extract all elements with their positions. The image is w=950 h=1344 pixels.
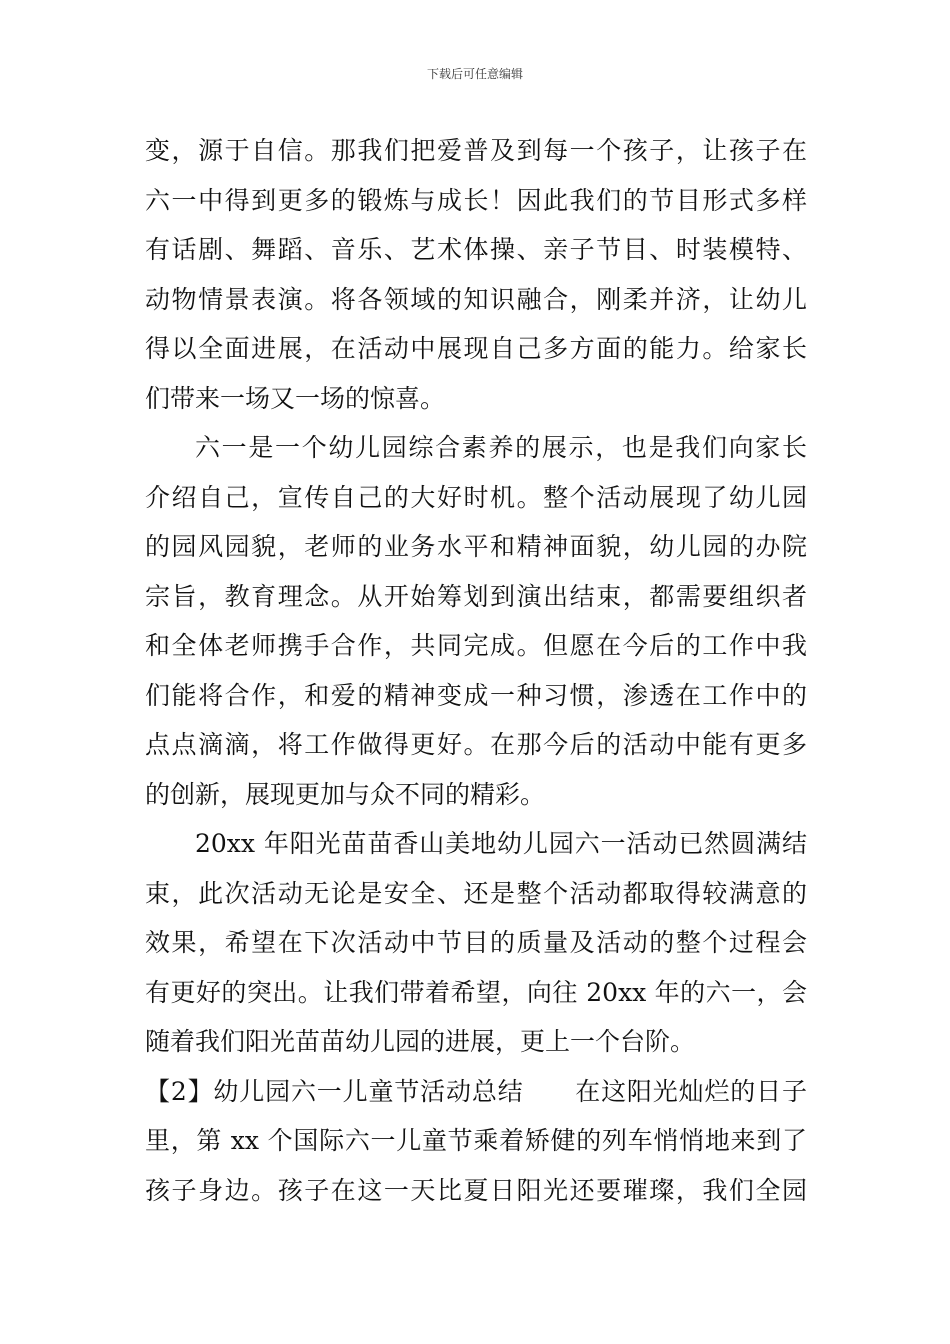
text-line: 介绍自己，宣传自己的大好时机。整个活动展现了幼儿园: [145, 482, 807, 512]
text-line: 效果，希望在下次活动中节目的质量及活动的整个过程会: [145, 928, 807, 957]
text-line: 们能将合作，和爱的精神变成一种习惯，渗透在工作中的: [145, 680, 807, 710]
text-line: 们带来一场又一场的惊喜。: [145, 383, 446, 413]
text-line: 宗旨，教育理念。从开始筹划到演出结束，都需要组织者: [145, 581, 807, 611]
text-line: 变，源于自信。那我们把爱普及到每一个孩子，让孩子在: [145, 136, 807, 165]
text-line: 孩子身边。孩子在这一天比夏日阳光还要璀璨，我们全园: [145, 1175, 807, 1205]
paragraph-first-line: 六一是一个幼儿园综合素养的展示，也是我们向家长: [195, 433, 807, 462]
page-header: 下载后可任意编辑: [426, 67, 523, 81]
text-line: 里，第 xx 个国际六一儿童节乘着矫健的列车悄悄地来到了: [145, 1126, 807, 1155]
section-heading-line: 【2】幼儿园六一儿童节活动总结 在这阳光灿烂的日子: [145, 1076, 807, 1106]
text-line: 动物情景表演。将各领域的知识融合，刚柔并济，让幼儿: [145, 284, 807, 314]
text-line: 有更好的突出。让我们带着希望，向往 20xx 年的六一，会: [145, 977, 807, 1007]
paragraph-first-line: 20xx 年阳光苗苗香山美地幼儿园六一活动已然圆满结: [195, 829, 807, 858]
text-line: 随着我们阳光苗苗幼儿园的进展，更上一个台阶。: [145, 1027, 696, 1056]
text-line: 束，此次活动无论是安全、还是整个活动都取得较满意的: [145, 878, 807, 908]
text-line: 点点滴滴，将工作做得更好。在那今后的活动中能有更多: [145, 730, 807, 759]
text-line: 六一中得到更多的锻炼与成长！因此我们的节目形式多样: [145, 185, 807, 215]
document-body: [145, 126, 807, 1215]
text-line: 的创新，展现更加与众不同的精彩。: [145, 779, 546, 809]
text-line: 和全体老师携手合作，共同完成。但愿在今后的工作中我: [145, 631, 807, 660]
text-line: 的园风园貌，老师的业务水平和精神面貌，幼儿园的办院: [145, 532, 807, 561]
text-line: 得以全面进展，在活动中展现自己多方面的能力。给家长: [145, 334, 807, 363]
text-line: 有话剧、舞蹈、音乐、艺术体操、亲子节目、时装模特、: [145, 235, 807, 264]
